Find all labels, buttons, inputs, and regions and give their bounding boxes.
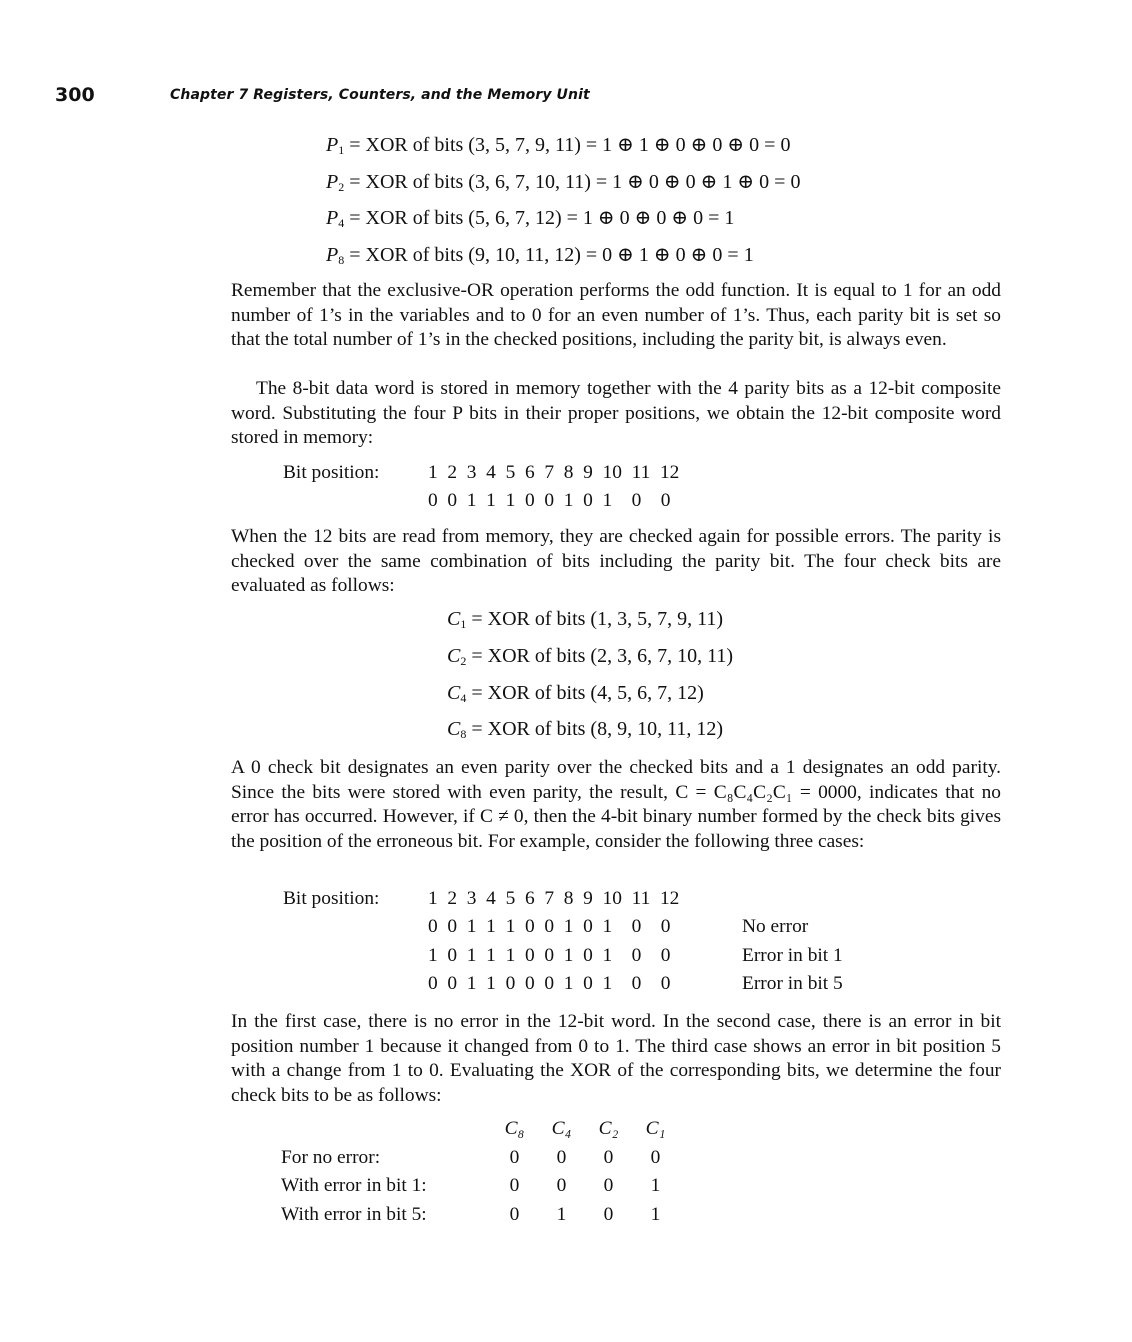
composite-bits: 0 0 1 1 1 0 0 1 0 1 0 0 bbox=[428, 490, 671, 511]
table-row bbox=[281, 1175, 679, 1204]
running-head: Chapter 7 Registers, Counters, and the Memory Unit bbox=[170, 87, 590, 103]
case-bits-error-bit5: 0 0 1 1 0 0 0 1 0 1 0 0 bbox=[428, 973, 671, 994]
check-equation-c4 bbox=[447, 682, 704, 706]
column-header: C₁ bbox=[645, 1118, 666, 1139]
table-cell: 1 bbox=[650, 1203, 661, 1225]
composite-positions: 1 2 3 4 5 6 7 8 9 10 11 12 bbox=[428, 462, 680, 483]
eq-var: P bbox=[326, 244, 339, 266]
composite-label: Bit position: bbox=[283, 462, 380, 483]
row-label: For no error: bbox=[281, 1146, 381, 1168]
parity-equation-p2 bbox=[326, 169, 800, 195]
eq-rhs: = XOR of bits (1, 3, 5, 7, 9, 11) bbox=[471, 608, 723, 630]
eq-sub: 8 bbox=[338, 253, 345, 267]
parity-equation-p8 bbox=[326, 242, 754, 268]
case-note-error-bit5: Error in bit 5 bbox=[742, 973, 843, 994]
row-label: With error in bit 1: bbox=[281, 1175, 427, 1196]
table-cell: 0 bbox=[556, 1146, 567, 1168]
check-equation-c2 bbox=[447, 645, 733, 669]
case-bits-no-error: 0 0 1 1 1 0 0 1 0 1 0 0 bbox=[428, 916, 671, 937]
table-cell: 1 bbox=[650, 1175, 661, 1196]
table-cell: 0 bbox=[509, 1203, 520, 1225]
eq-var: C bbox=[447, 682, 461, 704]
check-equation-c8 bbox=[447, 718, 723, 742]
table-cell: 0 bbox=[509, 1175, 520, 1196]
table-header-row bbox=[281, 1118, 679, 1147]
eq-rhs: = XOR of bits (4, 5, 6, 7, 12) bbox=[471, 682, 704, 704]
case-bits-error-bit1: 1 0 1 1 1 0 0 1 0 1 0 0 bbox=[428, 945, 671, 966]
cases-label: Bit position: bbox=[283, 888, 380, 909]
eq-rhs: = XOR of bits (3, 5, 7, 9, 11) = 1 ⊕ 1 ⊕ 0 ⊕ 0 ⊕ 0 = 0 bbox=[349, 134, 791, 156]
table-cell: 0 bbox=[509, 1146, 520, 1168]
eq-var: C bbox=[447, 718, 461, 740]
eq-var: C bbox=[447, 608, 461, 630]
paragraph-composite-word: The 8-bit data word is stored in memory together with the 4 parity bits as a 12-bit composite word. Substituting the four P bits in their proper positions, we obtain the 12-bit composite word stored in memory: bbox=[231, 378, 1001, 449]
table-cell: 0 bbox=[603, 1203, 614, 1225]
table-cell: 0 bbox=[650, 1146, 661, 1168]
eq-sub: 2 bbox=[338, 180, 345, 194]
table-cell: 0 bbox=[556, 1175, 567, 1196]
eq-sub: 8 bbox=[460, 727, 467, 741]
table-row bbox=[281, 1147, 679, 1176]
row-label: With error in bit 5: bbox=[281, 1203, 427, 1225]
eq-rhs: = XOR of bits (5, 6, 7, 12) = 1 ⊕ 0 ⊕ 0 ⊕ 0 = 1 bbox=[349, 207, 735, 229]
table-cell: 0 bbox=[603, 1175, 614, 1196]
case-note-no-error: No error bbox=[742, 916, 809, 937]
paragraph-three-cases: In the first case, there is no error in the 12-bit word. In the second case, there is an error in bit position number 1 because it changed from 0 to 1. The third case shows an error in bit position 5 with a change from 1 to 0. Evaluating the XOR of the corresponding bits, we determine the four check bits to be as follows: bbox=[231, 1011, 1001, 1106]
eq-sub: 1 bbox=[338, 143, 345, 157]
paragraph-odd-function: Remember that the exclusive-OR operation performs the odd function. It is equal to 1 for an odd number of 1’s in the variables and to 0 for an even number of 1’s. Thus, each parity bit is set so that the total number of 1’s in the checked positions, including the parity bit, is always even. bbox=[231, 280, 1001, 351]
table-cell: 1 bbox=[556, 1203, 567, 1225]
eq-rhs: = XOR of bits (2, 3, 6, 7, 10, 11) bbox=[471, 645, 733, 667]
eq-sub: 4 bbox=[460, 691, 467, 705]
parity-equation-p4 bbox=[326, 205, 734, 231]
parity-equation-p1 bbox=[326, 132, 790, 158]
eq-var: P bbox=[326, 171, 339, 193]
eq-sub: 2 bbox=[460, 654, 467, 668]
check-equation-c1 bbox=[447, 608, 723, 632]
paragraph-read-check: When the 12 bits are read from memory, they are checked again for possible errors. The parity is checked over the same combination of bits including the parity bit. The four check bits are evaluated as follows: bbox=[231, 526, 1001, 597]
column-header: C₄ bbox=[551, 1118, 572, 1139]
eq-var: C bbox=[447, 645, 461, 667]
eq-sub: 1 bbox=[460, 617, 467, 631]
table-row bbox=[281, 1204, 679, 1233]
check-bits-table bbox=[281, 1118, 679, 1232]
eq-rhs: = XOR of bits (8, 9, 10, 11, 12) bbox=[471, 718, 723, 740]
eq-var: P bbox=[326, 207, 339, 229]
eq-sub: 4 bbox=[338, 216, 345, 230]
column-header: C₂ bbox=[598, 1118, 619, 1139]
page-number: 300 bbox=[55, 84, 95, 106]
paragraph-check-bits: A 0 check bit designates an even parity over the checked bits and a 1 designates an odd parity. Since the bits were stored with even parity, the result, C = C₈C₄C₂C₁ = 0000, indicates that no error has occurred. However, if C ≠ 0, then the 4-bit binary number formed by the check bits gives the position of the erroneous bit. For example, consider the following three cases: bbox=[231, 757, 1001, 852]
table-cell: 0 bbox=[603, 1146, 614, 1168]
eq-rhs: = XOR of bits (3, 6, 7, 10, 11) = 1 ⊕ 0 ⊕ 0 ⊕ 1 ⊕ 0 = 0 bbox=[349, 171, 801, 193]
cases-positions: 1 2 3 4 5 6 7 8 9 10 11 12 bbox=[428, 888, 680, 909]
case-note-error-bit1: Error in bit 1 bbox=[742, 945, 843, 966]
eq-var: P bbox=[326, 134, 339, 156]
column-header: C₈ bbox=[504, 1118, 525, 1139]
eq-rhs: = XOR of bits (9, 10, 11, 12) = 0 ⊕ 1 ⊕ 0 ⊕ 0 = 1 bbox=[349, 244, 754, 266]
